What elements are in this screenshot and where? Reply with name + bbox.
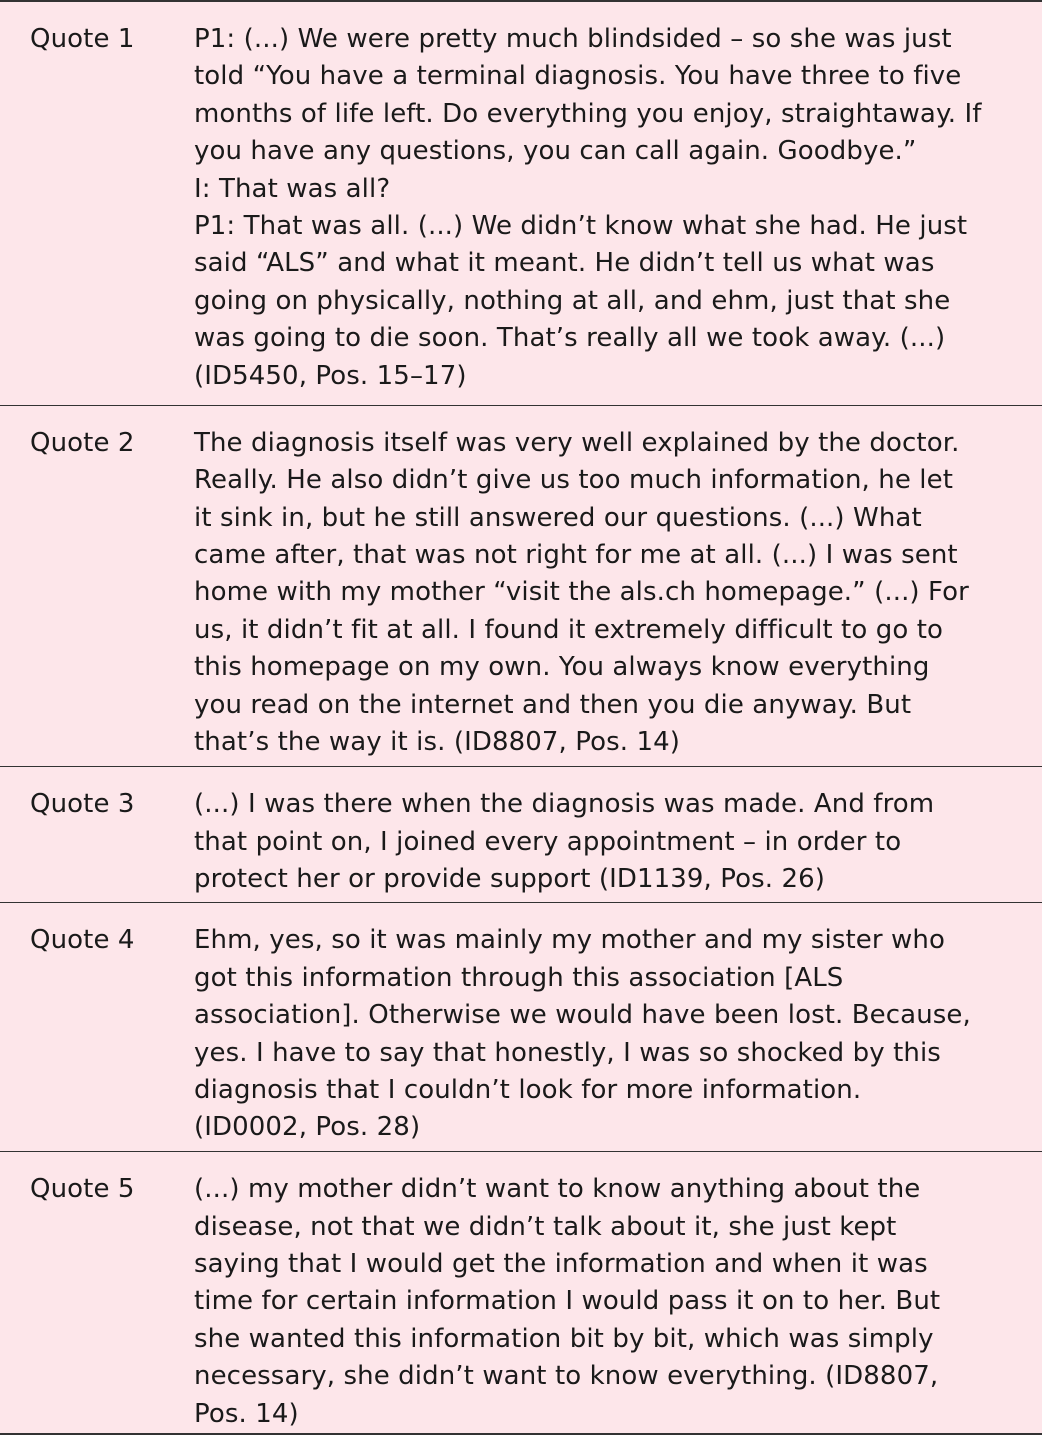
quote-row <box>0 1152 1042 1433</box>
quote-row <box>0 903 1042 1152</box>
quote-label: Quote 2 <box>30 427 135 458</box>
quote-label: Quote 4 <box>30 925 135 956</box>
quote-text: (...) I was there when the diagnosis was made. And from that point on, I joined every appointment – in order to protect her or provide support (ID1139, Pos. 26) <box>194 789 935 895</box>
quote-text: The diagnosis itself was very well explained by the doctor. Really. He also didn’t give us too much information, he let it sink in, but he still answered our questions. (...) What came after, that was not right for me at all. (...) I was sent home with my mother “visit the als.ch homepage.” (...) For us, it didn’t fit at all. I found it extremely difficult to go to this homepage on my own. You always know everything you read on the internet and then you die anyway. But that’s the way it is. (ID8807, Pos. 14) <box>194 427 969 757</box>
quote-text: Ehm, yes, so it was mainly my mother and my sister who got this information through this association [ALS association]. Otherwise we would have been lost. Because, yes. I have to say that honestly, I was so shocked by this diagnosis that I couldn’t look for more information. (ID0002, Pos. 28) <box>194 925 971 1143</box>
quote-row <box>0 767 1042 903</box>
quote-label: Quote 1 <box>30 24 135 54</box>
quote-row <box>0 406 1042 768</box>
quote-text: P1: (...) We were pretty much blindsided – so she was just told “You have a terminal diagnosis. You have three to five months of life left. Do everything you enjoy, straightaway. If you have any questions, you can call again. Goodbye.” I: That was all? P1: That was all. (...) We didn’t know what she had. He just said “ALS” and what it meant. He didn’t tell us what was going on physically, nothing at all, and ehm, just that she was going to die soon. That’s really all we took away. (...) (ID5450, Pos. 15–17) <box>194 24 982 391</box>
quote-text: (...) my mother didn’t want to know anything about the disease, not that we didn’t talk about it, she just kept saying that I would get the information and when it was time for certain information I would pass it on to her. But she wanted this information bit by bit, which was simply necessary, she didn’t want to know everything. (ID8807, Pos. 14) <box>194 1174 941 1429</box>
quote-label: Quote 3 <box>30 789 135 820</box>
quote-label: Quote 5 <box>30 1174 135 1205</box>
quote-row <box>0 2 1042 406</box>
